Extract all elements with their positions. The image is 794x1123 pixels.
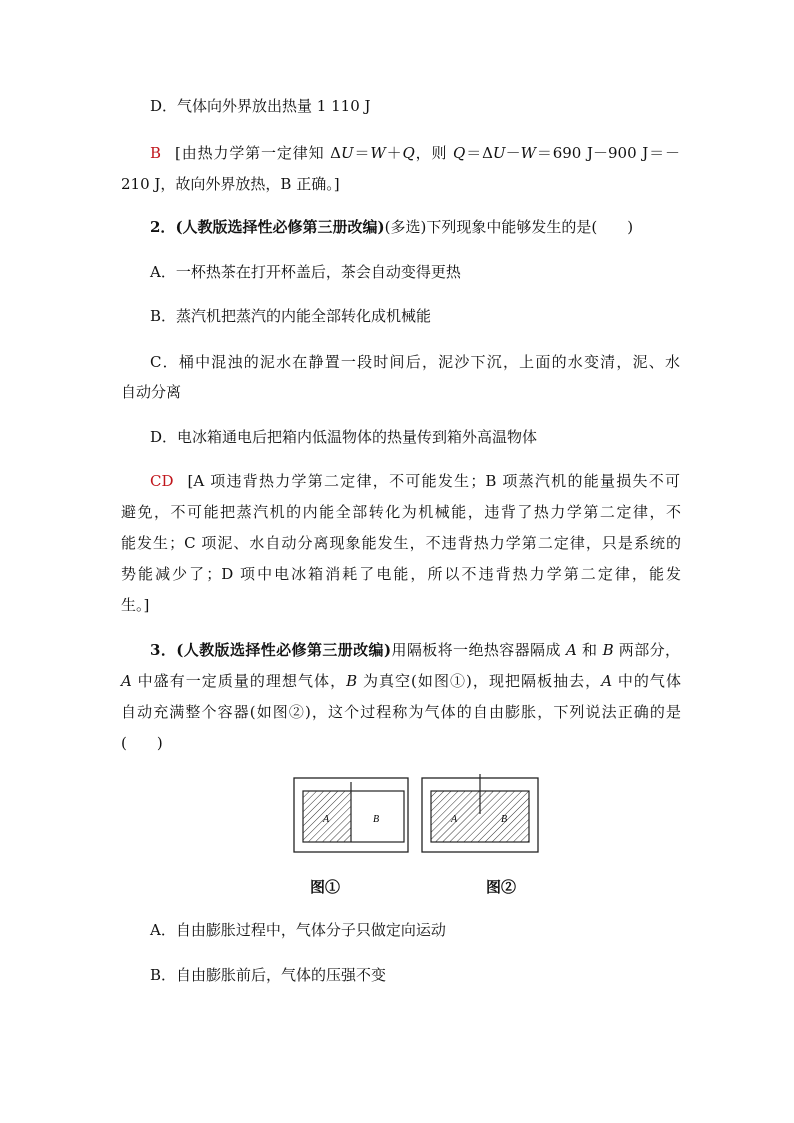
q2-option-c-line-2: 自动分离 [121, 383, 182, 401]
q3-option-b: B．自由膨胀前后，气体的压强不变 [150, 966, 387, 984]
figure-1-container [294, 778, 408, 852]
q3-stem-line-2: A 中盛有一定质量的理想气体，B 为真空(如图①)，现把隔板抽去，A 中的气体 [121, 672, 681, 690]
q2-explanation-line-4: 势能减少了；D 项中电冰箱消耗了电能，所以不违背热力学第二定律，能发 [121, 565, 681, 583]
figure-1-label-b: B [373, 814, 380, 825]
prev-explanation-line-2: 210 J，故向外界放热，B 正确。] [121, 175, 340, 193]
figure-2-label-a: A [451, 814, 458, 825]
q3-stem-line-1: 3．(人教版选择性必修第三册改编)用隔板将一绝热容器隔成 A 和 B 两部分， [150, 641, 680, 659]
q3-stem-line-3: 自动充满整个容器(如图②)，这个过程称为气体的自由膨胀，下列说法正确的是 [121, 703, 681, 721]
q2-explanation-line-2: 避免，不可能把蒸汽机的内能全部转化为机械能，违背了热力学第二定律，不 [121, 503, 681, 521]
figure-2-container [422, 774, 538, 852]
figure-2-caption: 图② [486, 878, 517, 896]
q2-explanation-line-5: 生。] [121, 596, 150, 614]
q2-option-a: A．一杯热茶在打开杯盖后，茶会自动变得更热 [150, 263, 461, 281]
prev-explanation-line-1: B [由热力学第一定律知 ΔU＝W＋Q，则 Q＝ΔU－W＝690 J－900 J＝－ [150, 144, 680, 162]
q3-option-a: A．自由膨胀过程中，气体分子只做定向运动 [150, 921, 446, 939]
figure-1-label-a: A [323, 814, 330, 825]
q2-explanation-line-1: CD [A 项违背热力学第二定律，不可能发生；B 项蒸汽机的能量损失不可 [150, 472, 680, 490]
q2-option-d: D．电冰箱通电后把箱内低温物体的热量传到箱外高温物体 [150, 428, 538, 446]
q2-option-b: B．蒸汽机把蒸汽的内能全部转化成机械能 [150, 307, 432, 325]
q2-explanation-line-3: 能发生；C 项泥、水自动分离现象能发生，不违背热力学第二定律，只是系统的 [121, 534, 681, 552]
prev-option-d: D．气体向外界放出热量 1 110 J [150, 97, 371, 115]
figure-2-label-b: B [501, 814, 508, 825]
q2-option-c-line-1: C．桶中混浊的泥水在静置一段时间后，泥沙下沉，上面的水变清，泥、水 [150, 353, 680, 371]
q3-figures [291, 774, 551, 856]
q2-stem: 2．(人教版选择性必修第三册改编)(多选)下列现象中能够发生的是( ) [150, 218, 634, 236]
q3-stem-line-4: ( ) [121, 734, 163, 752]
prev-answer: B [150, 144, 162, 162]
figure-1-caption: 图① [310, 878, 341, 896]
q2-answer: CD [150, 472, 174, 490]
